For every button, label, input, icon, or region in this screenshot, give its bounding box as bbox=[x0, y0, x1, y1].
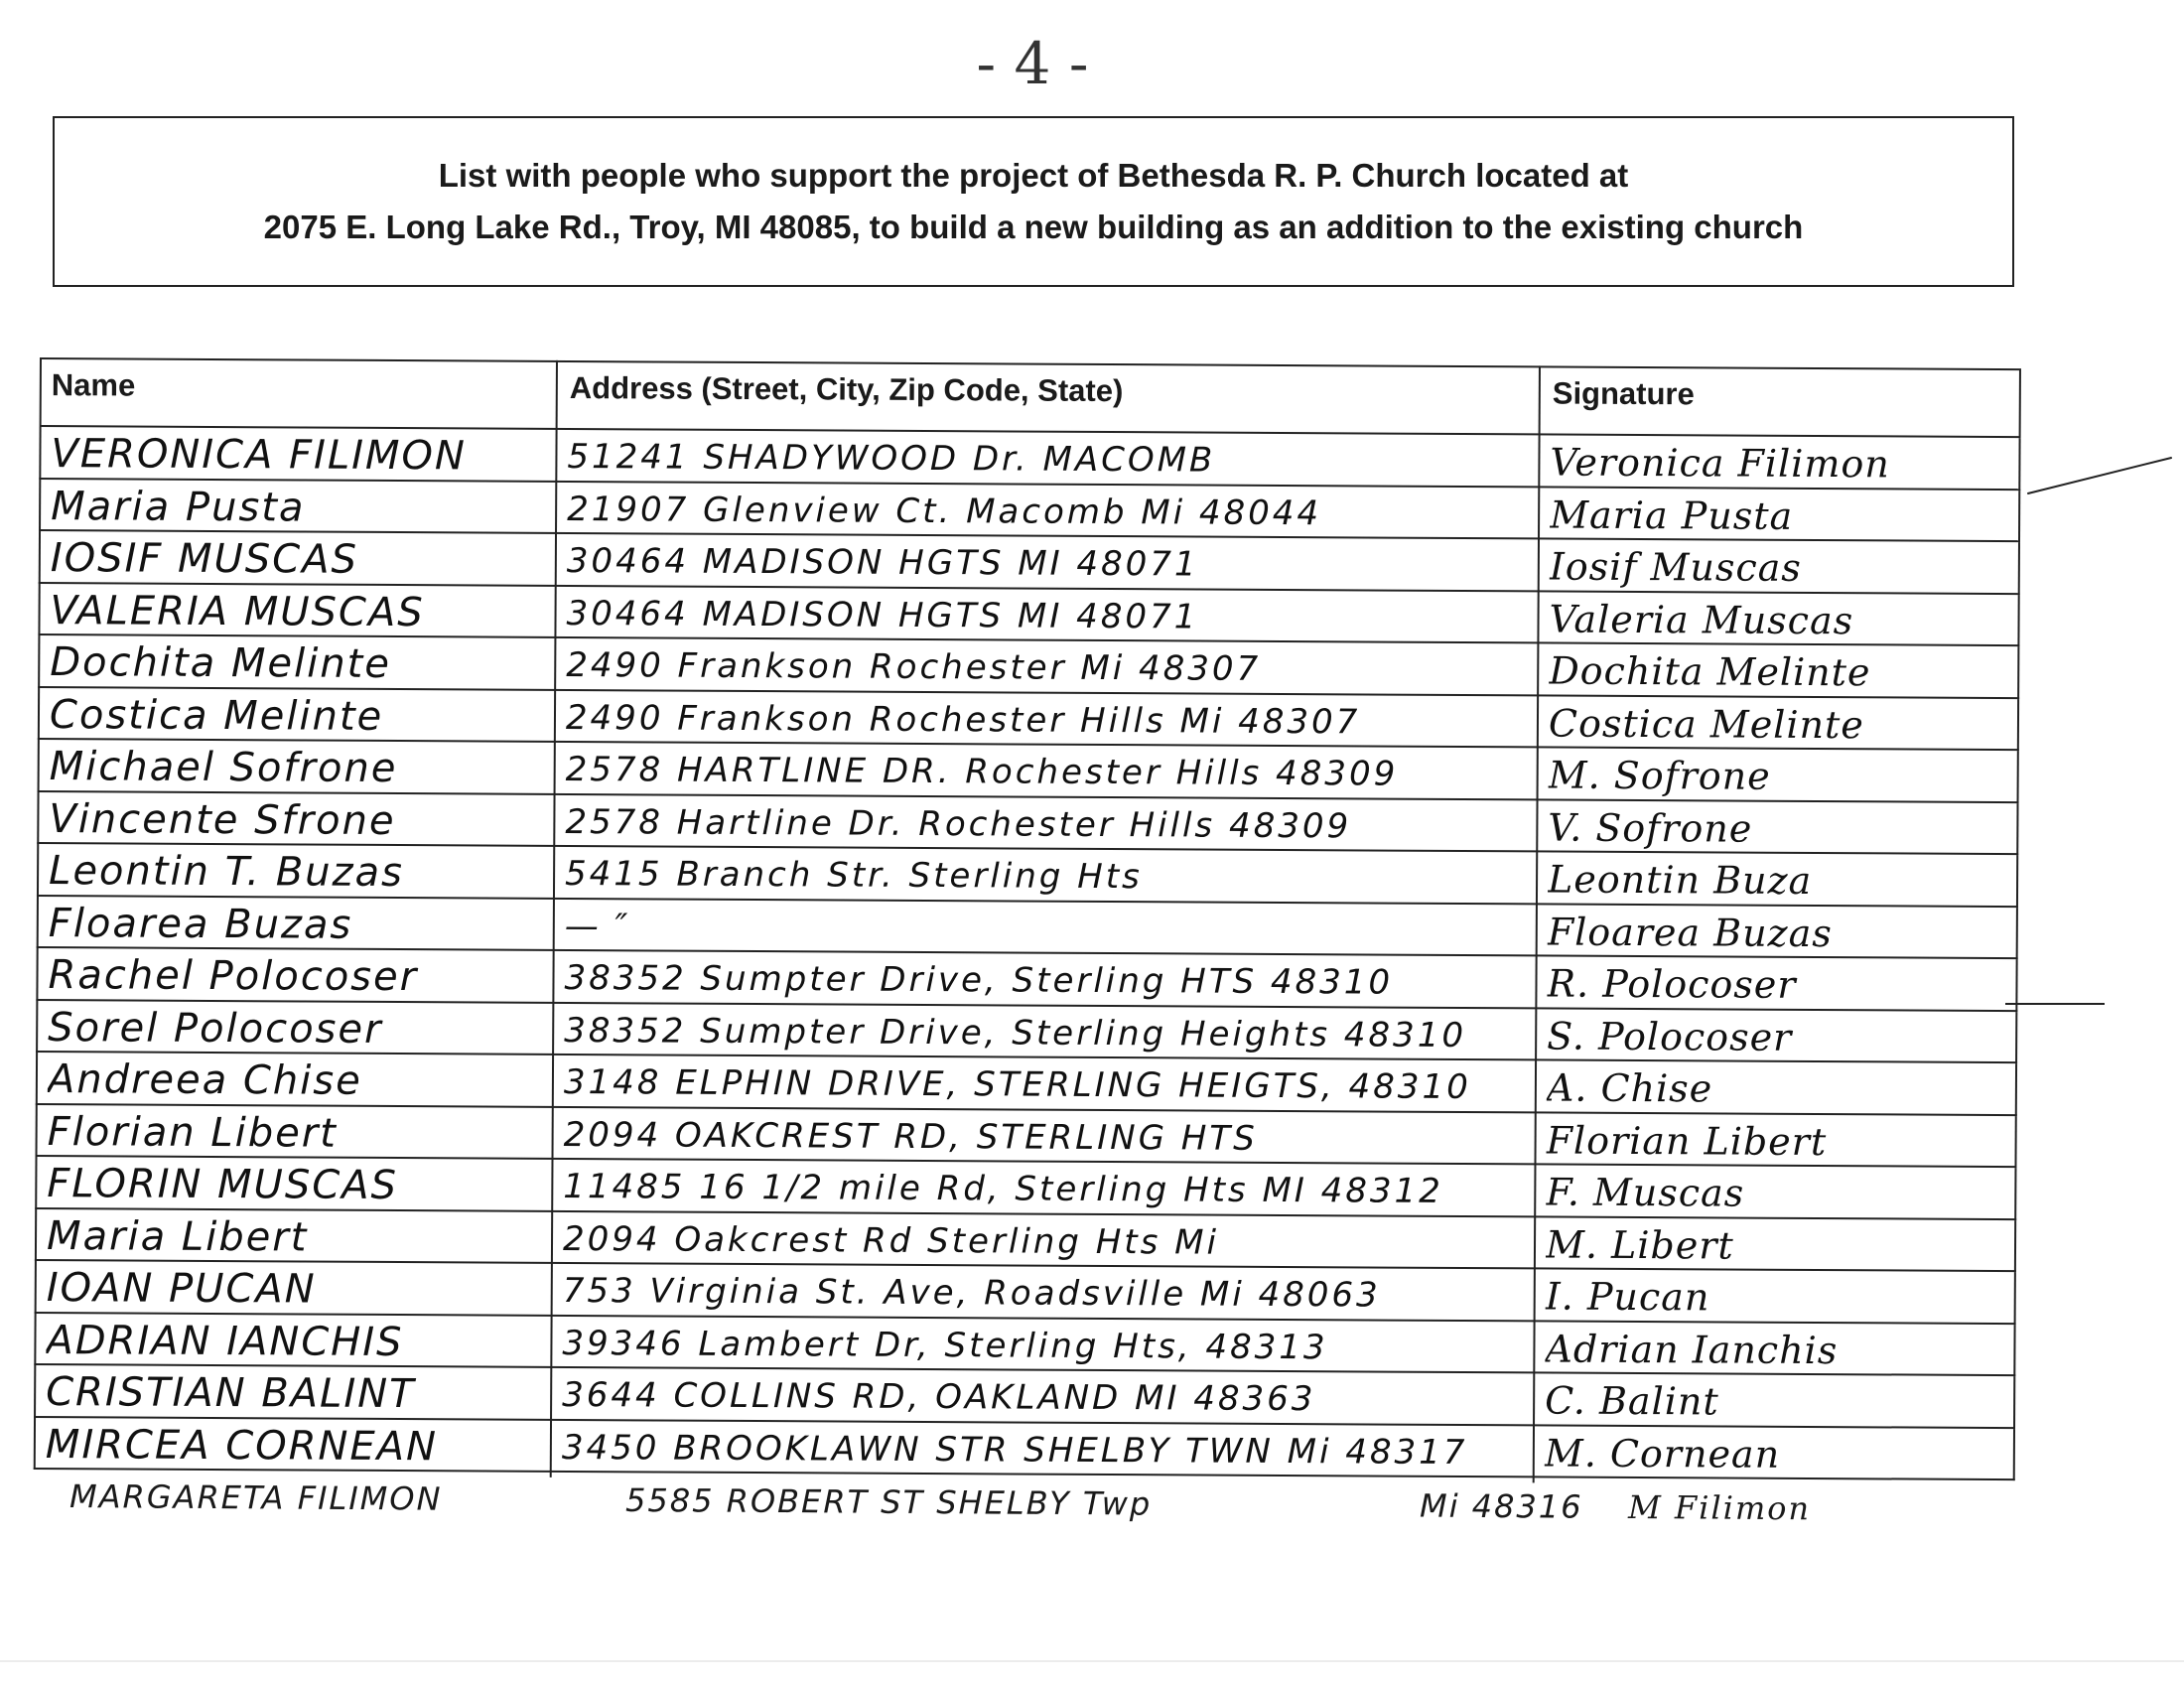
name-cell: IOSIF MUSCAS bbox=[50, 535, 359, 583]
name-cell: Floarea Buzas bbox=[48, 900, 353, 948]
signature-cell: Florian Libert bbox=[1546, 1117, 1828, 1164]
name-cell: CRISTIAN BALINT bbox=[46, 1369, 416, 1418]
signature-cell: R. Polocoser bbox=[1547, 961, 1797, 1007]
name-cell: FLORIN MUSCAS bbox=[47, 1161, 399, 1209]
address-cell: 38352 Sumpter Drive, Sterling HTS 48310 bbox=[564, 957, 1394, 1003]
signature-cell: M. Cornean bbox=[1544, 1430, 1781, 1477]
title-line-2: 2075 E. Long Lake Rd., Troy, MI 48085, to build a new building as an addition to the existing church bbox=[263, 209, 1804, 245]
signature-cell: Leontin Buza bbox=[1547, 857, 1813, 903]
signature-cell: Floarea Buzas bbox=[1547, 909, 1833, 955]
signature-cell: Valeria Muscas bbox=[1549, 596, 1854, 642]
signature-cell: I. Pucan bbox=[1545, 1274, 1710, 1320]
name-cell: MIRCEA CORNEAN bbox=[45, 1421, 439, 1470]
address-cell: 3148 ELPHIN DRIVE, STERLING HEIGTS, 48310 bbox=[563, 1061, 1471, 1108]
address-cell: 3450 BROOKLAWN STR SHELBY TWN Mi 48317 bbox=[561, 1427, 1468, 1473]
signature-cell: Veronica Filimon bbox=[1550, 440, 1890, 487]
name-cell: Michael Sofrone bbox=[49, 744, 398, 792]
signature-cell: M. Sofrone bbox=[1548, 753, 1771, 798]
name-cell: Dochita Melinte bbox=[50, 639, 392, 687]
signature-overflow-stroke bbox=[2027, 457, 2172, 494]
header-address: Address (Street, City, Zip Code, State) bbox=[569, 369, 1124, 409]
header-name: Name bbox=[51, 367, 136, 403]
address-cell: 2490 Frankson Rochester Mi 48307 bbox=[566, 644, 1262, 689]
signature-cell: S. Polocoser bbox=[1547, 1013, 1793, 1059]
address-cell: 2094 OAKCREST RD, STERLING HTS bbox=[563, 1114, 1258, 1159]
name-cell: ADRIAN IANCHIS bbox=[46, 1317, 404, 1365]
address-cell: 21907 Glenview Ct. Macomb Mi 48044 bbox=[567, 489, 1322, 533]
address-cell: 2578 Hartline Dr. Rochester Hills 48309 bbox=[565, 801, 1352, 846]
name-cell: Florian Libert bbox=[47, 1108, 339, 1157]
page-number: - 4 - bbox=[976, 30, 1089, 97]
signature-cell: Costica Melinte bbox=[1548, 700, 1864, 747]
title-box bbox=[53, 116, 2014, 287]
name-cell: Maria Libert bbox=[46, 1212, 309, 1261]
signature-cell: Adrian Ianchis bbox=[1545, 1326, 1839, 1372]
address-cell: 39346 Lambert Dr, Sterling Hts, 48313 bbox=[562, 1323, 1328, 1367]
address-cell: 38352 Sumpter Drive, Sterling Heights 48310 bbox=[564, 1010, 1467, 1055]
extra-signature: M Filimon bbox=[1627, 1487, 1812, 1528]
name-cell: Costica Melinte bbox=[49, 691, 384, 740]
name-cell: Sorel Polocoser bbox=[48, 1004, 383, 1053]
signature-table bbox=[34, 357, 2021, 1485]
page-footer-rule bbox=[0, 1660, 2184, 1662]
address-cell: 2094 Oakcrest Rd Sterling Hts Mi bbox=[562, 1218, 1220, 1263]
table-header bbox=[40, 357, 2021, 438]
signature-cell: V. Sofrone bbox=[1548, 804, 1753, 851]
address-cell: 5415 Branch Str. Sterling Hts bbox=[564, 853, 1143, 898]
address-cell: 11485 16 1/2 mile Rd, Sterling Hts MI 48312 bbox=[563, 1166, 1443, 1211]
name-cell: VALERIA MUSCAS bbox=[50, 587, 425, 635]
signature-cell: A. Chise bbox=[1546, 1065, 1713, 1111]
signature-cell: Iosif Muscas bbox=[1549, 544, 1802, 590]
extra-address: 5585 ROBERT ST SHELBY Twp bbox=[624, 1480, 1153, 1523]
address-cell: 3644 COLLINS RD, OAKLAND MI 48363 bbox=[562, 1374, 1316, 1420]
signature-overflow-stroke bbox=[2005, 1003, 2105, 1005]
signature-cell: M. Libert bbox=[1545, 1221, 1734, 1268]
address-cell: 30464 MADISON HGTS MI 48071 bbox=[566, 593, 1199, 637]
signature-cell: Maria Pusta bbox=[1550, 492, 1794, 538]
name-cell: Rachel Polocoser bbox=[48, 952, 419, 1001]
address-cell: 2490 Frankson Rochester Hills Mi 48307 bbox=[565, 697, 1361, 742]
address-cell: 2578 HARTLINE DR. Rochester Hills 48309 bbox=[565, 749, 1399, 794]
extra-entry bbox=[69, 1477, 2055, 1551]
address-cell: 30464 MADISON HGTS MI 48071 bbox=[566, 540, 1199, 585]
header-signature: Signature bbox=[1552, 375, 1695, 412]
name-cell: Leontin T. Buzas bbox=[48, 848, 405, 897]
signature-cell: F. Muscas bbox=[1546, 1170, 1745, 1215]
name-cell: VERONICA FILIMON bbox=[51, 431, 468, 480]
address-cell: — ″ bbox=[564, 906, 631, 946]
extra-name: MARGARETA FILIMON bbox=[68, 1477, 443, 1518]
address-cell: 753 Virginia St. Ave, Roadsville Mi 48063 bbox=[562, 1270, 1381, 1316]
signature-cell: C. Balint bbox=[1545, 1378, 1719, 1424]
name-cell: IOAN PUCAN bbox=[46, 1265, 317, 1313]
name-cell: Maria Pusta bbox=[51, 483, 306, 530]
name-cell: Vincente Sfrone bbox=[49, 795, 396, 844]
table-row bbox=[34, 1417, 2015, 1480]
table-body bbox=[34, 427, 2021, 1480]
name-cell: Andreea Chise bbox=[47, 1056, 362, 1104]
signature-cell: Dochita Melinte bbox=[1549, 648, 1871, 695]
extra-state-zip: Mi 48316 bbox=[1419, 1486, 1583, 1526]
address-cell: 51241 SHADYWOOD Dr. MACOMB bbox=[567, 436, 1216, 481]
title-line-1: List with people who support the project of Bethesda R. P. Church located at bbox=[438, 157, 1629, 194]
